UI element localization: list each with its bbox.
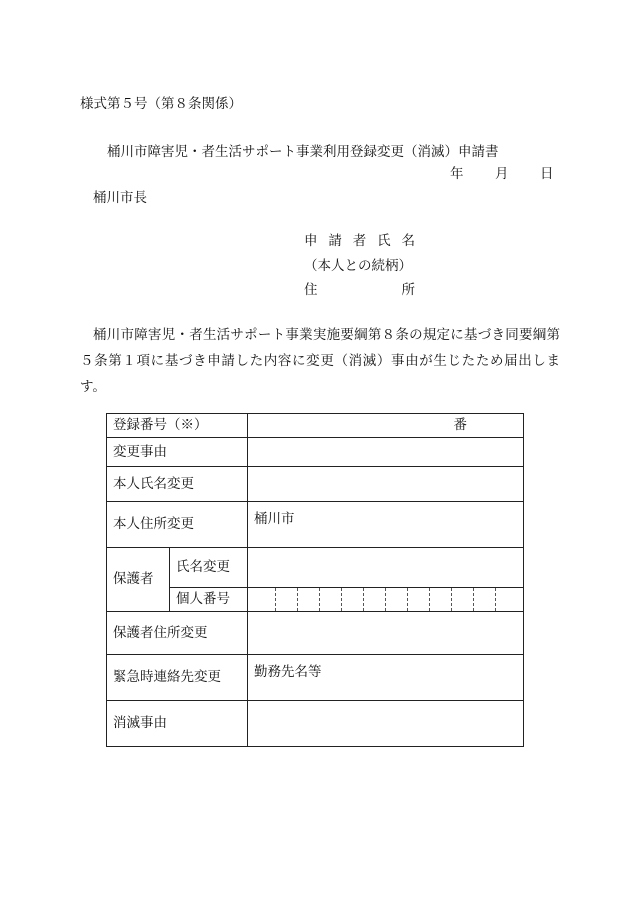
row-registration-number [107,414,524,438]
address-change-field[interactable]: 桶川市 [248,502,524,548]
personal-number-digit-box[interactable] [298,588,320,611]
change-reason-field[interactable] [248,438,524,467]
personal-number-digit-box[interactable] [254,588,276,611]
address-change-label: 本人住所変更 [107,502,248,548]
registration-number-label: 登録番号（※） [107,414,248,438]
personal-number-digit-box[interactable] [496,588,517,611]
name-change-label: 本人氏名変更 [107,467,248,502]
registration-number-suffix: 番 [248,414,524,438]
extinction-reason-label: 消滅事由 [107,701,248,747]
guardian-address-change-label: 保護者住所変更 [107,612,248,655]
change-reason-label: 変更事由 [107,438,248,467]
applicant-address-label: 住 所 [304,282,415,298]
guardian-address-change-field[interactable] [248,612,524,655]
personal-number-digit-box[interactable] [474,588,496,611]
emergency-contact-label: 緊急時連絡先変更 [107,655,248,701]
row-change-reason [107,438,524,467]
guardian-name-change-field[interactable] [248,548,524,588]
personal-number-digit-box[interactable] [408,588,430,611]
row-guardian-address-change [107,612,524,655]
date-day-label: 日 [540,166,554,182]
personal-number-digit-box[interactable] [342,588,364,611]
change-form-table [106,413,524,747]
row-name-change [107,467,524,502]
addressee: 桶川市長 [93,190,147,206]
date-month-label: 月 [495,166,509,182]
personal-number-digit-box[interactable] [364,588,386,611]
row-address-change [107,502,524,548]
personal-number-field[interactable] [248,588,524,612]
form-title: 桶川市障害児・者生活サポート事業利用登録変更（消滅）申請書 [107,144,499,160]
personal-number-digit-box[interactable] [276,588,298,611]
personal-number-boxes [254,588,517,611]
personal-number-digit-box[interactable] [386,588,408,611]
guardian-label: 保護者 [107,548,170,612]
row-guardian-personal-number [107,588,524,612]
personal-number-digit-box[interactable] [430,588,452,611]
row-emergency-contact [107,655,524,701]
emergency-contact-field[interactable]: 勤務先名等 [248,655,524,701]
row-guardian-name-change [107,548,524,588]
guardian-name-change-label: 氏名変更 [170,548,248,588]
applicant-relation-label: （本人との続柄） [304,258,412,274]
form-number: 様式第５号（第８条関係） [80,96,242,112]
date-year-label: 年 [450,166,464,182]
guardian-personal-number-label: 個人番号 [170,588,248,612]
body-text: 桶川市障害児・者生活サポート事業実施要綱第８条の規定に基づき同要綱第５条第１項に基づき申請した内容に変更（消滅）事由が生じたため届出します。 [80,327,560,395]
name-change-field[interactable] [248,467,524,502]
personal-number-digit-box[interactable] [452,588,474,611]
personal-number-digit-box[interactable] [320,588,342,611]
applicant-name-label: 申 請 者 氏 名 [304,233,415,249]
row-extinction-reason [107,701,524,747]
extinction-reason-field[interactable] [248,701,524,747]
